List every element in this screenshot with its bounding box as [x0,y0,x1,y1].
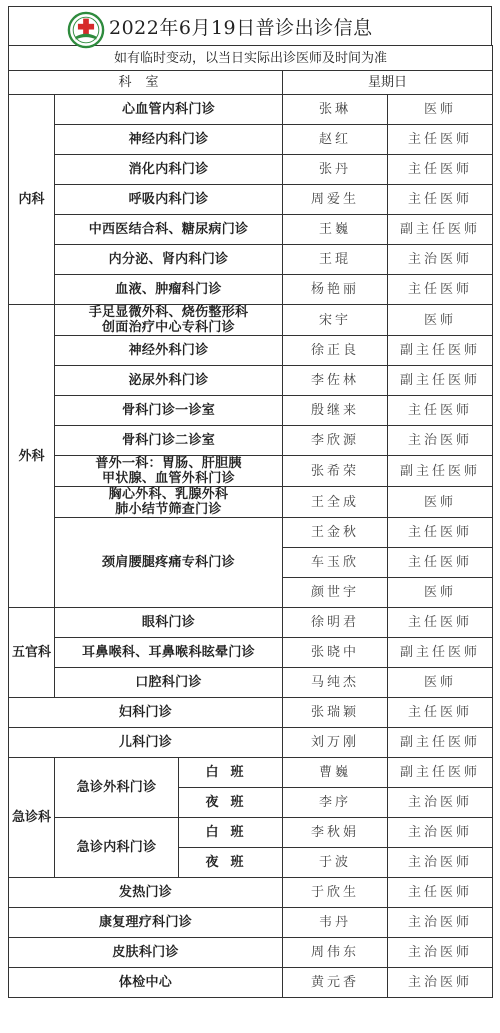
table-row [9,95,493,125]
dept-cell: 康复理疗科门诊 [9,908,283,938]
notice-text: 如有临时变动，以当日实际出诊医师及时间为准 [9,46,493,71]
table-row [9,215,493,245]
category-neike: 内科 [9,95,55,305]
doctor-cell: 宋宇 [283,305,388,336]
doctor-cell: 马纯杰 [283,668,388,698]
title-cell: 主任医师 [388,155,493,185]
doctor-cell: 王金秋 [283,518,388,548]
dept-cell [55,487,283,518]
doctor-cell: 张丹 [283,155,388,185]
dept-cell: 眼科门诊 [55,608,283,638]
category-jizhen: 急诊科 [9,758,55,878]
doctor-cell: 张琳 [283,95,388,125]
title-cell: 主治医师 [388,426,493,456]
dept-cell: 耳鼻喉科、耳鼻喉科眩晕门诊 [55,638,283,668]
dept-cell: 颈肩腰腿疼痛专科门诊 [55,518,283,608]
title-cell: 主任医师 [388,275,493,305]
dept-cell: 中西医结合科、糖尿病门诊 [55,215,283,245]
doctor-cell: 于波 [283,848,388,878]
day-column-header: 星期日 [283,71,493,95]
table-row [9,698,493,728]
department-column-header: 科室 [9,71,283,95]
title-cell: 副主任医师 [388,638,493,668]
doctor-cell: 杨艳丽 [283,275,388,305]
table-row [9,878,493,908]
dept-cell: 消化内科门诊 [55,155,283,185]
doctor-cell: 张晓中 [283,638,388,668]
table-row [9,275,493,305]
table-row [9,487,493,518]
dept-cell: 皮肤科门诊 [9,938,283,968]
title-cell: 主治医师 [388,938,493,968]
title-cell: 主任医师 [388,548,493,578]
doctor-cell: 周爱生 [283,185,388,215]
dept-line: 创面治疗中心专科门诊 [101,320,235,335]
page-title: 2022年6月19日普诊出诊信息 [109,17,373,39]
dept-line: 普外一科：胃肠、肝胆胰 [95,456,242,471]
doctor-cell: 车玉欣 [283,548,388,578]
dept-cell: 急诊内科门诊 [55,818,179,878]
dept-cell: 呼吸内科门诊 [55,185,283,215]
table-row [9,426,493,456]
title-cell: 主任医师 [388,125,493,155]
doctor-cell: 于欣生 [283,878,388,908]
doctor-cell: 曹巍 [283,758,388,788]
dept-cell: 发热门诊 [9,878,283,908]
title-cell: 主治医师 [388,245,493,275]
dept-cell [55,305,283,336]
doctor-cell: 张希荣 [283,456,388,487]
table-row [9,728,493,758]
doctor-cell: 李欣源 [283,426,388,456]
doctor-cell: 李秋娟 [283,818,388,848]
title-cell: 主任医师 [388,878,493,908]
title-cell: 主任医师 [388,698,493,728]
table-row [9,638,493,668]
hospital-logo-icon [67,11,105,49]
title-cell: 副主任医师 [388,336,493,366]
table-row [9,245,493,275]
table-row [9,155,493,185]
table-row [9,456,493,487]
title-cell: 主治医师 [388,968,493,998]
doctor-cell: 徐正良 [283,336,388,366]
table-row [9,908,493,938]
dept-line: 手足显微外科、烧伤整形科 [88,305,249,320]
title-cell: 副主任医师 [388,758,493,788]
dept-cell: 心血管内科门诊 [55,95,283,125]
table-row [9,758,493,788]
dept-cell: 骨科门诊二诊室 [55,426,283,456]
table-row [9,518,493,548]
dept-cell: 骨科门诊一诊室 [55,396,283,426]
table-row [9,608,493,638]
dept-cell: 内分泌、肾内科门诊 [55,245,283,275]
table-row [9,938,493,968]
table-row [9,305,493,336]
table-row [9,396,493,426]
shift-cell: 白班 [179,818,283,848]
dept-cell: 妇科门诊 [9,698,283,728]
title-cell: 主治医师 [388,818,493,848]
dept-line: 肺小结节筛查门诊 [115,502,222,517]
dept-cell: 体检中心 [9,968,283,998]
dept-cell: 神经外科门诊 [55,336,283,366]
shift-cell: 夜班 [179,788,283,818]
doctor-cell: 赵红 [283,125,388,155]
doctor-cell: 张瑞颖 [283,698,388,728]
title-cell: 主治医师 [388,848,493,878]
doctor-cell: 李序 [283,788,388,818]
doctor-cell: 王全成 [283,487,388,518]
table-row [9,366,493,396]
dept-line: 甲状腺、血管外科门诊 [101,471,235,486]
dept-cell: 急诊外科门诊 [55,758,179,818]
table-row [9,125,493,155]
doctor-cell: 徐明君 [283,608,388,638]
title-cell: 副主任医师 [388,215,493,245]
doctor-cell: 李佐林 [283,366,388,396]
column-header-row [9,71,493,95]
doctor-cell: 黄元香 [283,968,388,998]
table-row [9,968,493,998]
doctor-cell: 王琨 [283,245,388,275]
shift-cell: 白班 [179,758,283,788]
title-cell: 医师 [388,305,493,336]
title-cell: 主任医师 [388,518,493,548]
title-cell: 主任医师 [388,608,493,638]
table-row [9,818,493,848]
dept-cell [55,456,283,487]
title-cell: 副主任医师 [388,728,493,758]
title-cell: 医师 [388,578,493,608]
title-cell: 副主任医师 [388,366,493,396]
doctor-cell: 周伟东 [283,938,388,968]
header [8,6,492,45]
doctor-cell: 刘万刚 [283,728,388,758]
dept-cell: 血液、肿瘤科门诊 [55,275,283,305]
title-cell: 主治医师 [388,908,493,938]
doctor-cell: 王巍 [283,215,388,245]
dept-cell: 神经内科门诊 [55,125,283,155]
title-cell: 医师 [388,668,493,698]
category-waike: 外科 [9,305,55,608]
title-cell: 医师 [388,95,493,125]
title-cell: 主治医师 [388,788,493,818]
dept-cell: 泌尿外科门诊 [55,366,283,396]
dept-line: 胸心外科、乳腺外科 [108,487,229,502]
table-row [9,668,493,698]
notice-row [9,46,493,71]
table-row [9,185,493,215]
schedule-table [8,45,493,998]
title-cell: 医师 [388,487,493,518]
title-cell: 主任医师 [388,396,493,426]
dept-cell: 儿科门诊 [9,728,283,758]
shift-cell: 夜班 [179,848,283,878]
category-wuguan: 五官科 [9,608,55,698]
doctor-cell: 韦丹 [283,908,388,938]
table-row [9,336,493,366]
dept-cell: 口腔科门诊 [55,668,283,698]
doctor-cell: 殷继来 [283,396,388,426]
schedule-page [8,6,492,998]
doctor-cell: 颜世宇 [283,578,388,608]
title-cell: 副主任医师 [388,456,493,487]
title-cell: 主任医师 [388,185,493,215]
